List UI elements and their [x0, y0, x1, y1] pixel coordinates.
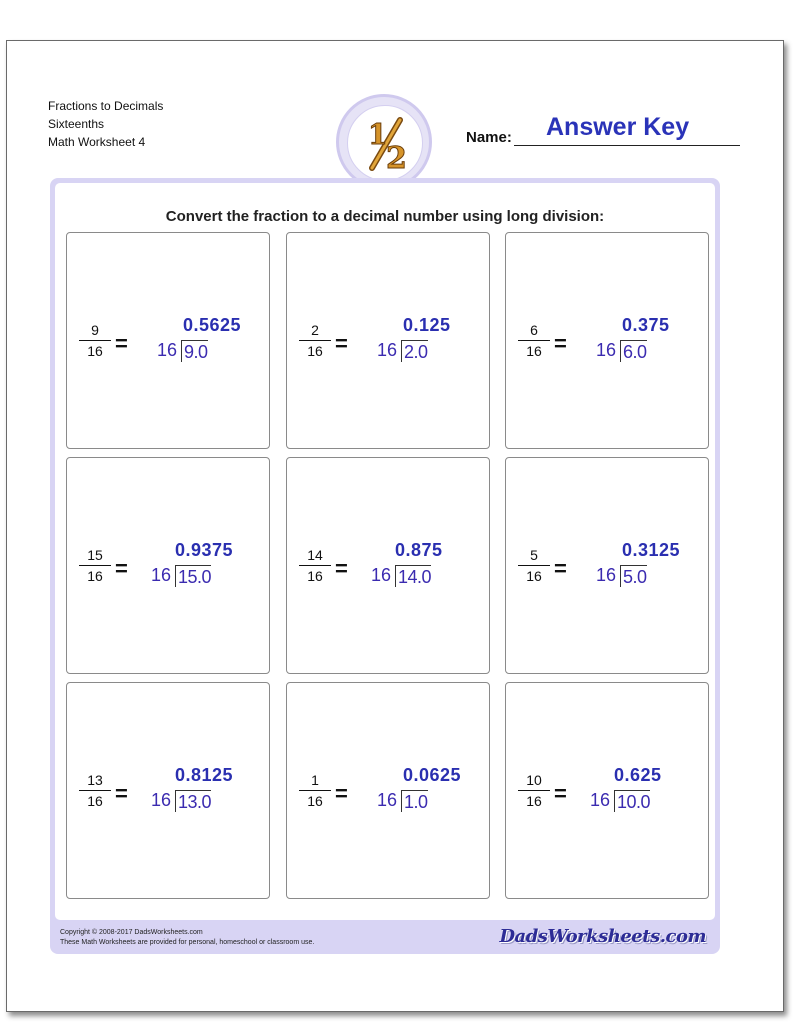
fraction-denominator: 16 — [526, 793, 542, 809]
footer — [50, 920, 720, 954]
fraction-numerator: 5 — [530, 547, 538, 563]
fraction — [79, 546, 111, 585]
dividend: 10.0 — [614, 790, 650, 812]
problems-frame — [50, 178, 720, 954]
instruction-text: Convert the fraction to a decimal number using long division: — [165, 208, 605, 225]
fraction-denominator: 16 — [87, 793, 103, 809]
divisor: 16 — [595, 340, 616, 360]
fraction-numerator: 14 — [307, 547, 323, 563]
logo-denominator: 2 — [386, 141, 407, 176]
logo-numerator: 1 — [368, 118, 388, 151]
fraction-numerator: 13 — [87, 772, 103, 788]
divisor: 16 — [156, 340, 177, 360]
fraction-denominator: 16 — [526, 568, 542, 584]
fraction-bar — [79, 340, 111, 341]
fraction-denominator: 16 — [87, 568, 103, 584]
name-underline — [514, 145, 740, 146]
fraction-numerator: 10 — [526, 772, 542, 788]
logo-inner-circle — [347, 105, 423, 181]
equals-sign: = — [335, 331, 348, 356]
fraction-bar — [79, 790, 111, 791]
one-half-icon — [348, 106, 422, 180]
equals-sign: = — [115, 331, 128, 356]
divisor: 16 — [150, 565, 171, 585]
quotient-answer: 0.8125 — [175, 765, 234, 785]
fraction — [518, 321, 550, 360]
quotient-answer: 0.9375 — [175, 540, 234, 560]
problem-cell — [66, 682, 270, 899]
equals-sign: = — [335, 781, 348, 806]
equals-sign: = — [115, 781, 128, 806]
fraction-numerator: 2 — [311, 322, 319, 338]
name-field — [466, 113, 742, 147]
divisor: 16 — [376, 340, 397, 360]
fraction — [299, 546, 331, 585]
equals-sign: = — [554, 556, 567, 581]
fraction-denominator: 16 — [307, 343, 323, 359]
fraction-numerator: 9 — [91, 322, 99, 338]
problem-cell — [286, 682, 490, 899]
divisor: 16 — [595, 565, 616, 585]
fraction-bar — [299, 790, 331, 791]
equals-sign: = — [554, 331, 567, 356]
quotient-answer: 0.875 — [395, 540, 443, 560]
fraction — [79, 771, 111, 810]
quotient-answer: 0.5625 — [183, 315, 242, 335]
fraction — [518, 546, 550, 585]
copyright-block — [60, 928, 314, 948]
problem-cell — [286, 232, 490, 449]
fraction-denominator: 16 — [307, 568, 323, 584]
fraction-numerator: 6 — [530, 322, 538, 338]
worksheet-number: Math Worksheet 4 — [48, 135, 146, 149]
one-half-logo — [336, 94, 432, 190]
dividend: 13.0 — [175, 790, 211, 812]
fraction — [299, 321, 331, 360]
dividend: 6.0 — [620, 340, 647, 362]
problem-cell — [505, 232, 709, 449]
divisor: 16 — [150, 790, 171, 810]
equals-sign: = — [335, 556, 348, 581]
divisor: 16 — [370, 565, 391, 585]
fraction-bar — [79, 565, 111, 566]
equals-sign: = — [115, 556, 128, 581]
problem-cell — [505, 457, 709, 674]
subtitle-line: Sixteenths — [48, 117, 105, 131]
quotient-answer: 0.375 — [622, 315, 670, 335]
fraction-bar — [518, 565, 550, 566]
answer-key-text: Answer Key — [546, 113, 690, 141]
dividend: 14.0 — [395, 565, 431, 587]
problem-cell — [286, 457, 490, 674]
worksheet-title-block — [48, 97, 163, 151]
fraction-bar — [518, 790, 550, 791]
fraction-numerator: 1 — [311, 772, 319, 788]
dividend: 2.0 — [401, 340, 428, 362]
brand-logo: DadsWorksheets.com — [499, 926, 706, 947]
divisor: 16 — [376, 790, 397, 810]
fraction — [518, 771, 550, 810]
fraction — [299, 771, 331, 810]
dividend: 9.0 — [181, 340, 208, 362]
equals-sign: = — [554, 781, 567, 806]
name-label: Name: — [466, 129, 512, 146]
quotient-answer: 0.125 — [403, 315, 451, 335]
divisor: 16 — [589, 790, 610, 810]
problem-cell — [66, 232, 270, 449]
quotient-answer: 0.625 — [614, 765, 662, 785]
dividend: 15.0 — [175, 565, 211, 587]
dividend: 1.0 — [401, 790, 428, 812]
fraction-bar — [299, 565, 331, 566]
problem-cell — [66, 457, 270, 674]
quotient-answer: 0.0625 — [403, 765, 462, 785]
fraction-denominator: 16 — [87, 343, 103, 359]
problem-cell — [505, 682, 709, 899]
fraction-denominator: 16 — [307, 793, 323, 809]
title-line: Fractions to Decimals — [48, 99, 164, 113]
copyright-text: Copyright © 2008-2017 DadsWorksheets.com — [60, 929, 203, 936]
fraction-bar — [518, 340, 550, 341]
fraction-bar — [299, 340, 331, 341]
fraction — [79, 321, 111, 360]
quotient-answer: 0.3125 — [622, 540, 681, 560]
usage-notice: These Math Worksheets are provided for personal, homeschool or classroom use. — [60, 939, 315, 946]
problems-panel — [55, 183, 715, 920]
dividend: 5.0 — [620, 565, 647, 587]
fraction-numerator: 15 — [87, 547, 103, 563]
fraction-denominator: 16 — [526, 343, 542, 359]
